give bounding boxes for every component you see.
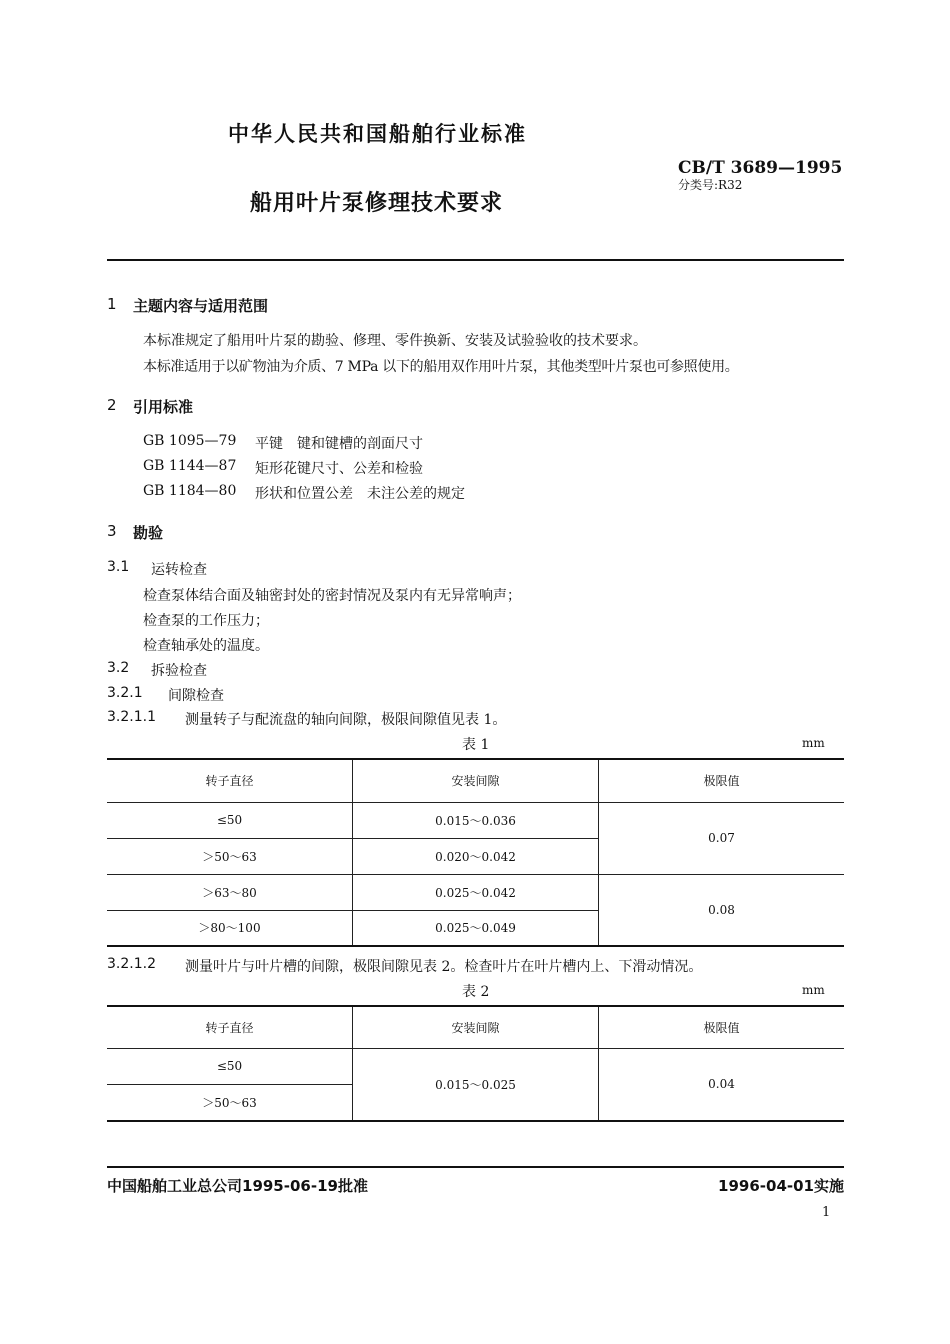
- page-number: 1: [822, 1205, 831, 1220]
- install-gap-cell: 0.015～0.036: [353, 802, 599, 838]
- table-1: [107, 760, 844, 945]
- section-number: 3: [107, 522, 117, 540]
- limit-value-cell: 0.04: [708, 1077, 735, 1092]
- subsection-heading: 运转检查: [151, 562, 207, 578]
- rotor-diameter-cell: ＞50～63: [107, 838, 353, 874]
- install-gap-cell: 0.015～0.025: [353, 1048, 599, 1120]
- paragraph: 本标准适用于以矿物油为介质、7 MPa 以下的船用双作用叶片泵，其他类型叶片泵也可参照使用。: [143, 359, 739, 375]
- table-bottom-rule: [107, 1120, 844, 1122]
- section-number: 2: [107, 396, 117, 414]
- column-header: 极限值: [599, 1007, 845, 1048]
- subsection-number: 3.2.1: [107, 685, 143, 701]
- check-item: 检查轴承处的温度。: [143, 638, 269, 654]
- table-caption: 表 2: [462, 984, 490, 1000]
- column-header: 转子直径: [107, 760, 353, 802]
- reference-title: 平键 键和键槽的剖面尺寸: [255, 436, 423, 452]
- table-2: [107, 1007, 844, 1120]
- document-title: 船用叶片泵修理技术要求: [250, 191, 504, 216]
- reference-code: GB 1095—79: [143, 433, 237, 449]
- rotor-diameter-cell: ≤50: [107, 1048, 353, 1084]
- section-heading: 勘验: [133, 524, 164, 542]
- approval-line: 中国船舶工业总公司1995-06-19批准: [107, 1177, 368, 1195]
- table-unit: mm: [802, 736, 825, 750]
- install-gap-cell: 0.020～0.042: [353, 838, 599, 874]
- section-heading: 引用标准: [133, 398, 194, 416]
- check-item: 检查泵体结合面及轴密封处的密封情况及泵内有无异常响声；: [143, 588, 521, 604]
- table-row: [107, 1048, 844, 1084]
- paragraph: 本标准规定了船用叶片泵的勘验、修理、零件换新、安装及试验验收的技术要求。: [143, 333, 647, 349]
- rotor-diameter-cell: ≤50: [107, 802, 353, 838]
- limit-value-cell: 0.07: [599, 802, 845, 874]
- effective-date: 1996-04-01实施: [718, 1177, 844, 1195]
- section-heading: 主题内容与适用范围: [133, 297, 269, 315]
- table-row: [107, 874, 844, 910]
- classification-code: 分类号:R32: [678, 178, 743, 192]
- reference-title: 形状和位置公差 未注公差的规定: [255, 486, 465, 502]
- subsection-number: 3.1: [107, 559, 130, 575]
- table-caption: 表 1: [462, 737, 490, 753]
- table-row: [107, 802, 844, 838]
- reference-code: GB 1144—87: [143, 458, 237, 474]
- clause-text: 测量叶片与叶片槽的间隙，极限间隙见表 2。检查叶片在叶片槽内上、下滑动情况。: [185, 959, 703, 975]
- table-bottom-rule: [107, 945, 844, 947]
- subsection-heading: 间隙检查: [168, 688, 224, 704]
- reference-code: GB 1184—80: [143, 483, 237, 499]
- clause-number: 3.2.1.1: [107, 709, 156, 725]
- footer-rule: [107, 1166, 844, 1168]
- column-header: 转子直径: [107, 1007, 353, 1048]
- install-gap-cell: 0.025～0.042: [353, 874, 599, 910]
- column-header: 极限值: [599, 760, 845, 802]
- column-header: 安装间隙: [353, 760, 599, 802]
- clause-text: 测量转子与配流盘的轴向间隙，极限间隙值见表 1。: [185, 712, 507, 728]
- table-unit: mm: [802, 983, 825, 997]
- install-gap-cell: 0.025～0.049: [353, 910, 599, 945]
- standard-code: CB/T 3689—1995: [678, 158, 843, 178]
- org-title: 中华人民共和国船舶行业标准: [228, 122, 527, 146]
- subsection-heading: 拆验检查: [151, 663, 207, 679]
- column-header: 安装间隙: [353, 1007, 599, 1048]
- rotor-diameter-cell: ＞50～63: [107, 1084, 353, 1120]
- section-number: 1: [107, 295, 117, 313]
- subsection-number: 3.2: [107, 660, 130, 676]
- header-rule: [107, 259, 844, 261]
- clause-number: 3.2.1.2: [107, 956, 156, 972]
- rotor-diameter-cell: ＞80～100: [107, 910, 353, 945]
- reference-title: 矩形花键尺寸、公差和检验: [255, 461, 423, 477]
- limit-value-cell: 0.08: [708, 902, 735, 917]
- check-item: 检查泵的工作压力；: [143, 613, 269, 629]
- rotor-diameter-cell: ＞63～80: [107, 874, 353, 910]
